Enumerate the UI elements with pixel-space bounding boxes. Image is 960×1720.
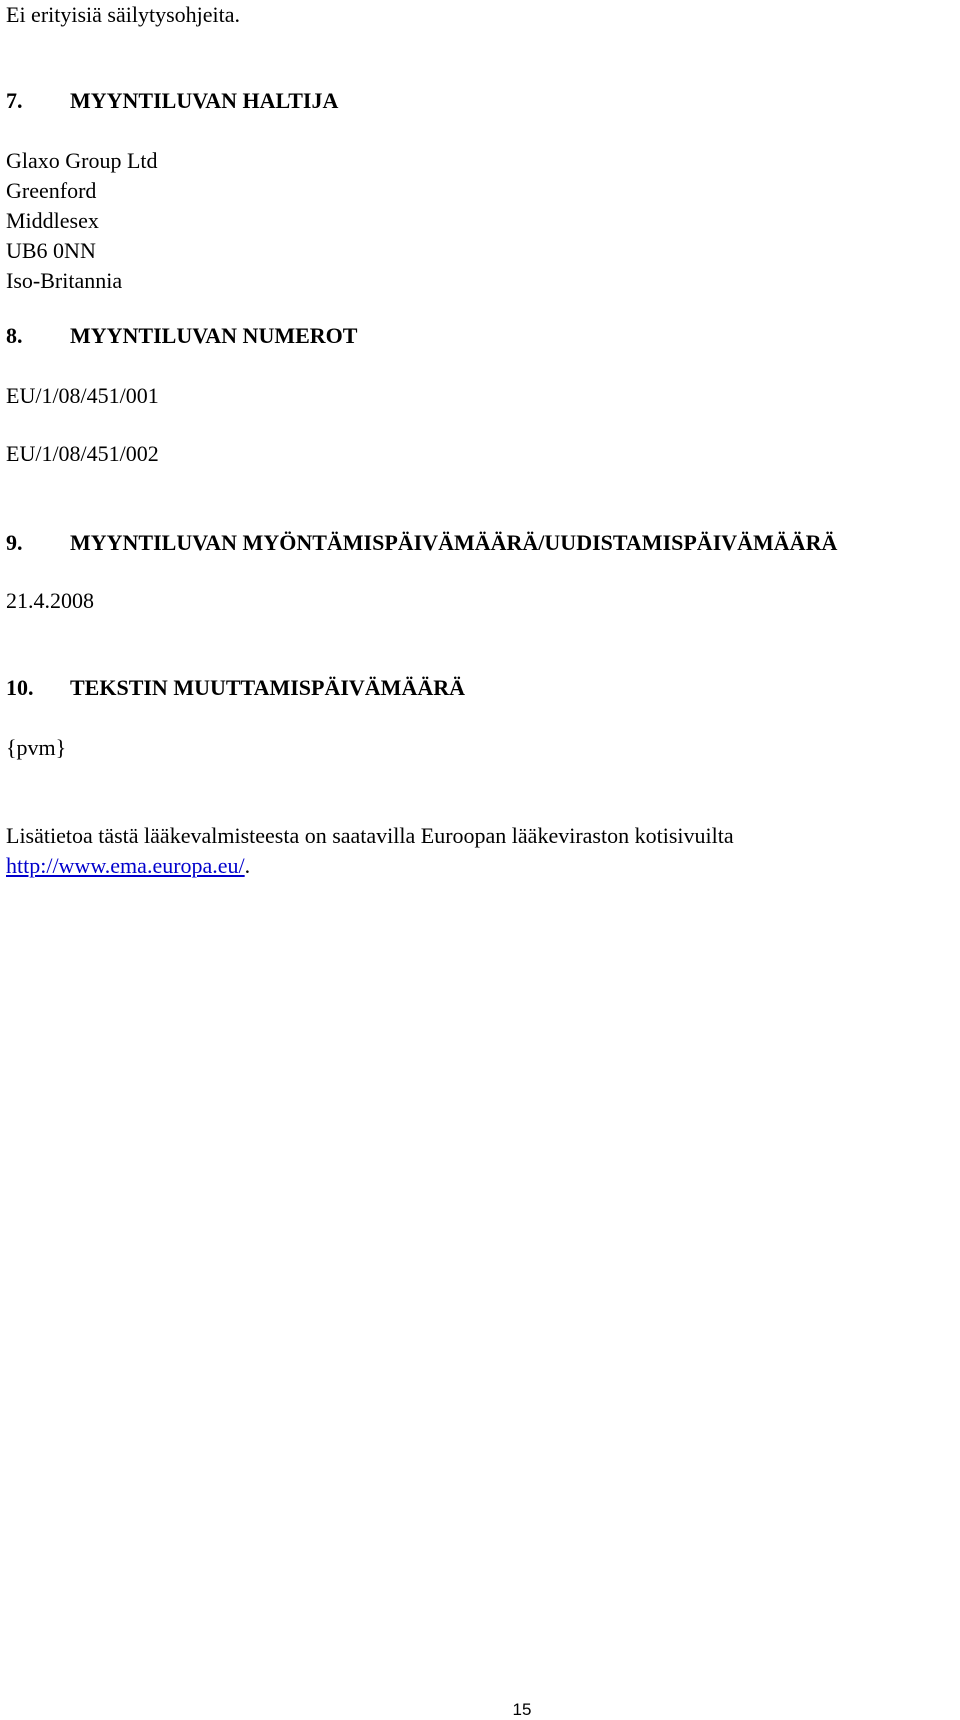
info-text: Lisätietoa tästä lääkevalmisteesta on saatavilla Euroopan lääkeviraston kotisivuilta [6,823,734,848]
section-10-heading [6,673,465,702]
authorisation-number-1: EU/1/08/451/001 [6,383,159,408]
section-10-number: 10. [6,675,34,700]
holder-address [6,146,158,296]
section-9-heading [6,528,837,557]
address-line-city: Greenford [6,178,97,203]
section-9-number: 9. [6,530,23,555]
section-9-title: MYYNTILUVAN MYÖNTÄMISPÄIVÄMÄÄRÄ/UUDISTAMISPÄIVÄMÄÄRÄ [70,530,838,555]
intro-text: Ei erityisiä säilytysohjeita. [6,2,241,27]
section-8-title: MYYNTILUVAN NUMEROT [70,323,358,348]
authorisation-date: 21.4.2008 [6,588,94,613]
address-line-county: Middlesex [6,208,99,233]
address-line-company: Glaxo Group Ltd [6,148,158,173]
section-7-title: MYYNTILUVAN HALTIJA [70,88,339,113]
authorisation-number-2: EU/1/08/451/002 [6,441,159,466]
address-line-postcode: UB6 0NN [6,238,96,263]
section-7-number: 7. [6,88,23,113]
section-8-heading [6,321,357,350]
page-number: 15 [512,1700,532,1719]
section-7-heading [6,86,338,115]
section-10-title: TEKSTIN MUUTTAMISPÄIVÄMÄÄRÄ [70,675,466,700]
section-8-number: 8. [6,323,23,348]
address-line-country: Iso-Britannia [6,268,123,293]
revision-date-placeholder: {pvm} [6,735,67,760]
ema-website-link[interactable]: http://www.ema.europa.eu/ [6,853,245,878]
info-link-line [6,851,250,880]
info-link-trailing: . [244,853,251,878]
